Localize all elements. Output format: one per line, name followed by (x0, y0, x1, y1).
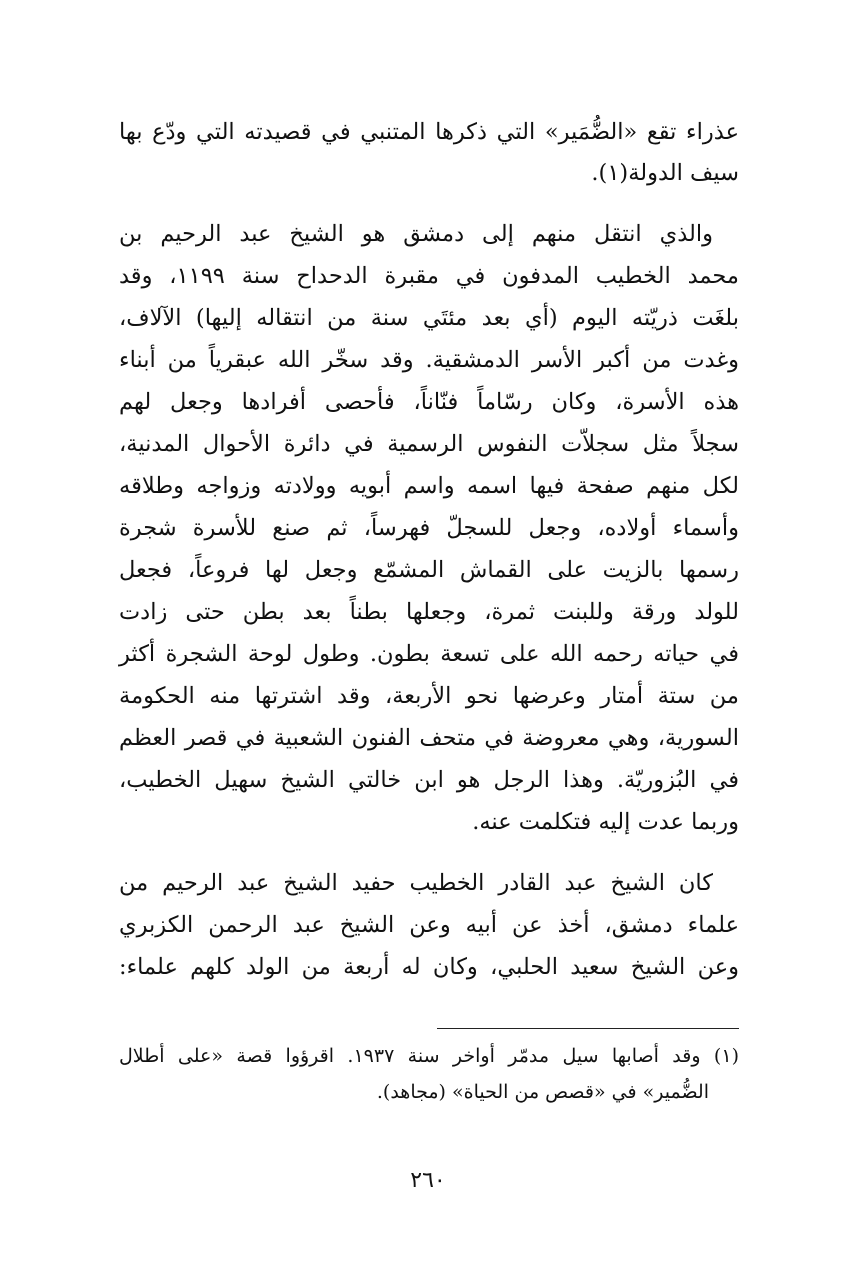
body-text-line: للولد ورقة وللبنت ثمرة، وجعلها بطناً بعد بطن حتى زادت (119, 599, 739, 625)
body-text-line: في حياته رحمه الله على تسعة بطون. وطول لوحة الشجرة أكثر (119, 641, 739, 667)
body-text-line: هذه الأسرة، وكان رسّاماً فنّاناً، فأحصى أفرادها وجعل لهم (119, 389, 739, 415)
body-text-line: والذي انتقل منهم إلى دمشق هو الشيخ عبد الرحيم بن (119, 221, 713, 247)
body-text-line: وعن الشيخ سعيد الحلبي، وكان له أربعة من الولد كلهم علماء: (119, 954, 739, 980)
body-text-line: وغدت من أكبر الأسر الدمشقية. وقد سخّر الله عبقرياً من أبناء (119, 347, 739, 373)
footnote-line: (١) وقد أصابها سيل مدمّر أواخر سنة ١٩٣٧. اقرؤوا قصة «على أطلال (119, 1045, 739, 1067)
body-text-line: رسمها بالزيت على القماش المشمّع وجعل لها فروعاً، فجعل (119, 557, 739, 583)
body-text-line: علماء دمشق، أخذ عن أبيه وعن الشيخ عبد الرحمن الكزبري (119, 912, 739, 938)
body-text-line: عذراء تقع «الضُّمَير» التي ذكرها المتنبي في قصيدته التي ودّع بها (119, 119, 739, 145)
body-text-line: سجلاً مثل سجلاّت النفوس الرسمية في دائرة الأحوال المدنية، (119, 431, 739, 457)
body-text-line: محمد الخطيب المدفون في مقبرة الدحداح سنة ١١٩٩، وقد (119, 263, 739, 289)
footnote-separator (437, 1028, 739, 1029)
footnote-line: الضُّمير» في «قصص من الحياة» (مجاهد). (376, 1081, 709, 1103)
body-text-line: سيف الدولة(١). (591, 160, 739, 186)
body-text-line: في البُزوريّة. وهذا الرجل هو ابن خالتي الشيخ سهيل الخطيب، (119, 767, 739, 793)
body-text-line: من ستة أمتار وعرضها نحو الأربعة، وقد اشترتها منه الحكومة (119, 683, 739, 709)
body-text-line: وربما عدت إليه فتكلمت عنه. (472, 809, 739, 835)
page-number: ٢٦٠ (410, 1168, 446, 1193)
body-text-line: وأسماء أولاده، وجعل للسجلّ فهرساً، ثم صنع للأسرة شجرة (119, 515, 739, 541)
body-text-line: لكل منهم صفحة فيها اسمه واسم أبويه وولادته وزواجه وطلاقه (119, 473, 739, 499)
body-text-line: كان الشيخ عبد القادر الخطيب حفيد الشيخ عبد الرحيم من (119, 870, 713, 896)
body-text-line: السورية، وهي معروضة في متحف الفنون الشعبية في قصر العظم (119, 725, 739, 751)
body-text-line: بلغَت ذريّته اليوم (أي بعد مئتَي سنة من انتقاله إليها) الآلاف، (119, 305, 739, 331)
